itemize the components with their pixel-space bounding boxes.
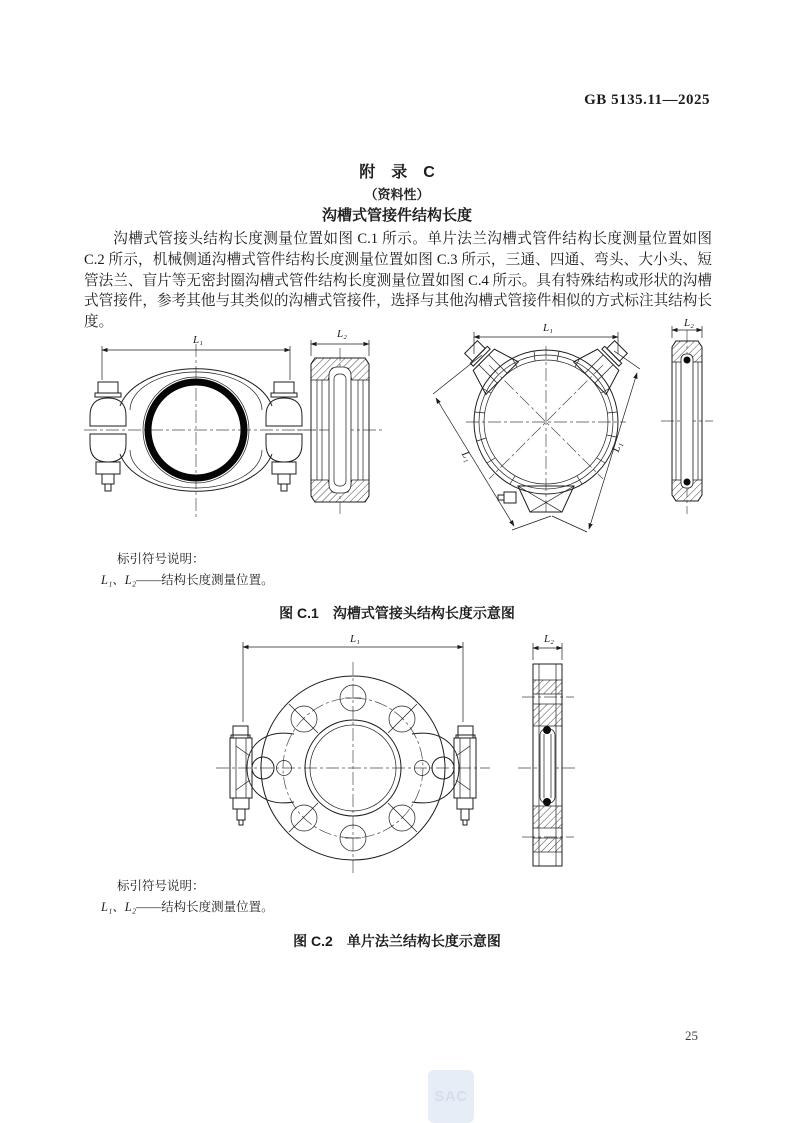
- figure-c2-caption: 图 C.2 单片法兰结构长度示意图: [293, 933, 501, 949]
- dim-label-l1-diagonal-left: L₁: [458, 449, 475, 464]
- dim-label-l1: L₁: [350, 633, 360, 645]
- dim-label-l2: L₂: [544, 633, 554, 645]
- figure-c2-legend-heading: 标引符号说明：: [117, 879, 205, 893]
- legend-desc: ——结构长度测量位置。: [136, 573, 274, 587]
- flange-lug-right: [412, 726, 476, 825]
- dim-label-l1-diagonal-right: L₁: [609, 440, 625, 454]
- coupling-front-view: [84, 334, 316, 520]
- sac-watermark-logo: SAC: [428, 1070, 474, 1123]
- figure-c1-legend-entry: [84, 572, 504, 588]
- dim-label-l1: L₁: [193, 334, 203, 346]
- dim-label-l2: L₂: [684, 317, 694, 329]
- appendix-paragraph: 沟槽式管接头结构长度测量位置如图 C.1 所示。单片法兰沟槽式管件结构长度测量位置如图 C.2 所示，机械侧通沟槽式管件结构长度测量位置如图 C.3 所示，三通、四通、弯头、大小头、短管法兰、盲片等无密封圈沟槽式管件结构长度测量位置如图 C.4 所示。具有特殊结构或形状的沟槽式管接件，参考其他与其类似的沟槽式管接件，选择与其他沟槽式管接件相似的方式标注其结构长度。: [84, 231, 712, 331]
- appendix-subtitle: （资料性）: [364, 187, 430, 202]
- legend-symbols: L₁、L₂: [101, 900, 137, 914]
- dim-label-l2: L₂: [337, 328, 347, 340]
- appendix-label: 附 录 C: [359, 164, 435, 181]
- figure-c2-legend-entry: [84, 899, 504, 915]
- figure-c2-drawing: [200, 634, 630, 876]
- flange-front-view: [216, 633, 490, 874]
- coupling-side-section: [297, 328, 383, 514]
- appendix-title: 沟槽式管接件结构长度: [321, 207, 472, 224]
- figure-c1-legend-heading: 标引符号说明：: [117, 552, 205, 566]
- legend-symbols: L₁、L₂: [101, 573, 137, 587]
- gasket-side-section: [661, 317, 713, 514]
- standard-number: GB 5135.11—2025: [584, 92, 710, 108]
- bolt-assembly-left: [90, 382, 126, 491]
- dim-label-l1: L₁: [543, 322, 553, 334]
- legend-desc: ——结构长度测量位置。: [136, 900, 274, 914]
- flange-side-section: [518, 633, 578, 866]
- bolt-lug-bottom: [498, 486, 574, 512]
- page-number: 25: [685, 1028, 698, 1043]
- bolt-assembly-right: [266, 382, 302, 491]
- flange-lug-left: [230, 726, 294, 825]
- figure-c1-caption: 图 C.1 沟槽式管接头结构长度示意图: [279, 605, 515, 621]
- figure-c1-drawing: [84, 317, 716, 548]
- coupling-three-segment-view: [433, 322, 640, 532]
